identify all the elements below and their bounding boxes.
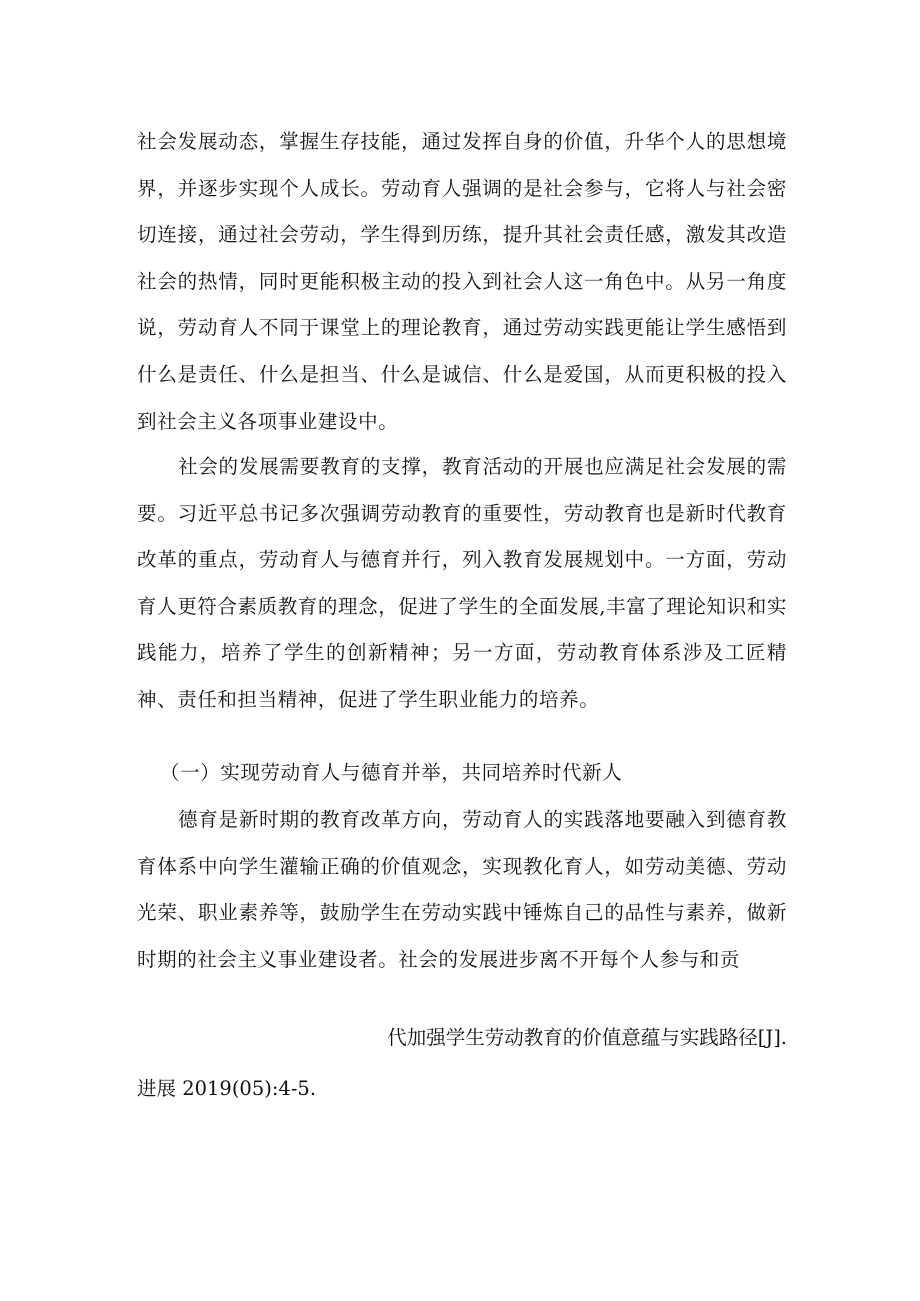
paragraph-2: 社会的发展需要教育的支撑，教育活动的开展也应满足社会发展的需要。习近平总书记多次强调劳动教育的重要性，劳动教育也是新时代教育改革的重点，劳动育人与德育并行，列入教育发展规划中。一方面，劳动育人更符合素质教育的理念，促进了学生的全面发展,丰富了理论知识和实践能力，培养了学生的创新精神；另一方面，劳动教育体系涉及工匠精神、责任和担当精神，促进了学生职业能力的培养。 xyxy=(137,455,787,711)
paragraph-3: 德育是新时期的教育改革方向，劳动育人的实践落地要融入到德育教育体系中向学生灌输正确的价值观念，实现教化育人，如劳动美德、劳动光荣、职业素养等，鼓励学生在劳动实践中锤炼自己的品性与素养，做新时期的社会主义事业建设者。社会的发展进步离不开每个人参与和贡 xyxy=(137,808,787,971)
reference-line-1: 代加强学生劳动教育的价值意蕴与实践路径[J]. xyxy=(387,1026,787,1049)
reference-line-2: 进展 2019(05):4-5. xyxy=(137,1077,317,1100)
section-heading: （一）实现劳动育人与德育并举，共同培养时代新人 xyxy=(160,761,623,784)
paragraph-1: 社会发展动态，掌握生存技能，通过发挥自身的价值，升华个人的思想境界，并逐步实现个人成长。劳动育人强调的是社会参与，它将人与社会密切连接，通过社会劳动，学生得到历练，提升其社会责任感，激发其改造社会的热情，同时更能积极主动的投入到社会人这一角色中。从另一角度说，劳动育人不同于课堂上的理论教育，通过劳动实践更能让学生感悟到什么是责任、什么是担当、什么是诚信、什么是爱国，从而更积极的投入到社会主义各项事业建设中。 xyxy=(137,130,787,433)
